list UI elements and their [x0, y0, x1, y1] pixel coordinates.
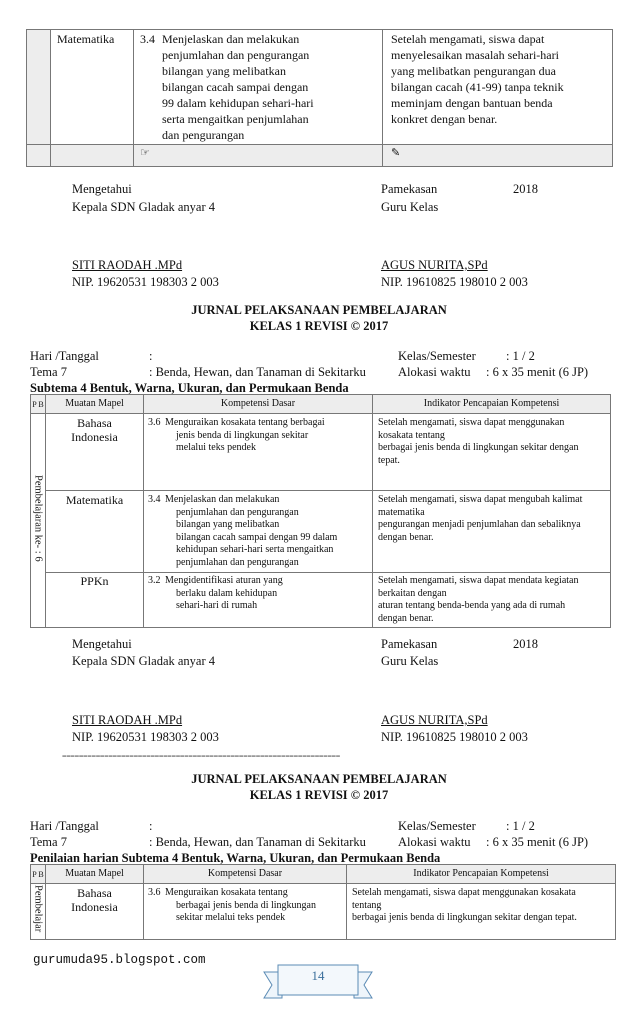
sig2-guru: Guru Kelas — [381, 654, 439, 668]
ind-ppkn: Setelah mengamati, siswa dapat mendata kegiatan berkaitan dengan aturan tentang benda-benda yang ada di rumah dengan benar. — [373, 573, 611, 628]
kd-bahasa: 3.6 Menguraikan kosakata tentang berbagai jenis benda di lingkungan sekitar melalui teks pendek — [144, 414, 373, 491]
journal2-hari-label: Hari /Tanggal — [30, 819, 99, 833]
sig2-right-name: AGUS NURITA,SPd — [381, 713, 488, 727]
sig2-left-nip: NIP. 19620531 198303 2 003 — [72, 730, 219, 744]
sig2-mengetahui: Mengetahui — [72, 637, 132, 651]
page-divider: ================================================================== — [62, 752, 340, 761]
journal2-table — [30, 864, 616, 940]
col-kd: Kompetensi Dasar — [144, 865, 347, 884]
pb-cell — [27, 30, 51, 145]
pembelajaran-vertical: Pembelajar — [31, 884, 46, 940]
sig1-place: Pamekasan — [381, 182, 438, 196]
journal1-alokasi-value: : 6 x 35 menit (6 JP) — [486, 365, 589, 379]
journal1-kelas-label: Kelas/Semester — [398, 349, 476, 363]
sig2-right-nip: NIP. 19610825 198010 2 003 — [381, 730, 528, 744]
journal2-subtema: Penilaian harian Subtema 4 Bentuk, Warna, Ukuran, dan Permukaan Benda — [30, 851, 441, 865]
indikator-cell: Setelah mengamati, siswa dapat menyelesaikan masalah sehari-hari yang melibatkan pengurangan dua bilangan cacah (41-99) tanpa teknik meminjam dengan bantuan benda konkret dengan benar. — [383, 30, 613, 145]
sig1-kepala: Kepala SDN Gladak anyar 4 — [72, 200, 216, 214]
journal1-kelas-value: : 1 / 2 — [506, 349, 535, 363]
pencil-icon: ✎ — [383, 145, 613, 167]
journal1-hari-value: : — [149, 349, 153, 363]
journal2-alokasi-value: : 6 x 35 menit (6 JP) — [486, 835, 589, 849]
top-table — [26, 29, 613, 167]
mapel-bahasa: Bahasa Indonesia — [46, 414, 144, 491]
pembelajaran-vertical: Pembelajaran ke- : 6 — [31, 414, 46, 628]
journal2-subtitle: KELAS 1 REVISI © 2017 — [249, 788, 389, 802]
kd-bahasa: 3.6 Menguraikan kosakata tentang berbagai jenis benda di lingkungan sekitar melalui teks pendek — [144, 884, 347, 940]
sig1-guru: Guru Kelas — [381, 200, 439, 214]
journal1-table — [30, 394, 611, 628]
journal1-subtema: Subtema 4 Bentuk, Warna, Ukuran, dan Permukaan Benda — [30, 381, 349, 395]
journal2-kelas-label: Kelas/Semester — [398, 819, 476, 833]
journal2-alokasi-label: Alokasi waktu — [398, 835, 471, 849]
col-pb: P B — [31, 395, 46, 414]
col-pb: P B — [31, 865, 46, 884]
col-mapel: Muatan Mapel — [46, 395, 144, 414]
sig1-left-name: SITI RAODAH .MPd — [72, 258, 183, 272]
journal1-tema-value: : Benda, Hewan, dan Tanaman di Sekitarku — [149, 365, 366, 379]
sig1-left-nip: NIP. 19620531 198303 2 003 — [72, 275, 219, 289]
footer-site: gurumuda95.blogspot.com — [33, 953, 206, 967]
col-indikator: Indikator Pencapaian Kompetensi — [373, 395, 611, 414]
kd-matematika: 3.4 Menjelaskan dan melakukan penjumlahan dan pengurangan bilangan yang melibatkan bilangan cacah sampai dengan 99 dalam kehidupan sehari-hari serta mengaitkan penjumlahan dan pengurangan — [144, 491, 373, 573]
mapel-bahasa: Bahasa Indonesia — [46, 884, 144, 940]
kd-ppkn: 3.2 Mengidentifikasi aturan yang berlaku dalam kehidupan sehari-hari di rumah — [144, 573, 373, 628]
journal2-hari-value: : — [149, 819, 153, 833]
sig1-mengetahui: Mengetahui — [72, 182, 132, 196]
sig2-kepala: Kepala SDN Gladak anyar 4 — [72, 654, 216, 668]
sig2-left-name: SITI RAODAH .MPd — [72, 713, 183, 727]
journal1-title: JURNAL PELAKSANAAN PEMBELAJARAN — [191, 303, 447, 317]
ind-matematika: Setelah mengamati, siswa dapat mengubah kalimat matematika pengurangan menjadi penjumlahan dan sebaliknya dengan benar. — [373, 491, 611, 573]
ind-bahasa: Setelah mengamati, siswa dapat menggunakan kosakata tentang berbagai jenis benda di lingkungan sekitar dengan tepat. — [373, 414, 611, 491]
col-kd: Kompetensi Dasar — [144, 395, 373, 414]
col-indikator: Indikator Pencapaian Kompetensi — [347, 865, 616, 884]
journal2-tema-label: Tema 7 — [30, 835, 67, 849]
sig1-right-nip: NIP. 19610825 198010 2 003 — [381, 275, 528, 289]
page-number: 14 — [311, 968, 325, 983]
kd-cell: 3.4 Menjelaskan dan melakukan penjumlahan dan pengurangan bilangan yang melibatkan bilangan cacah sampai dengan 99 dalam kehidupan sehari-hari serta mengaitkan penjumlahan dan pengurangan — [134, 30, 383, 145]
ind-bahasa: Setelah mengamati, siswa dapat menggunakan kosakata tentang berbagai jenis benda di lingkungan sekitar dengan tepat. — [347, 884, 616, 940]
pointing-hand-icon: ☞ — [134, 145, 383, 167]
journal2-kelas-value: : 1 / 2 — [506, 819, 535, 833]
sig1-year: 2018 — [513, 182, 538, 196]
mapel-ppkn: PPKn — [46, 573, 144, 628]
kd-text: Menjelaskan dan melakukan penjumlahan dan pengurangan bilangan yang melibatkan bilangan cacah sampai dengan 99 dalam kehidupan sehari-hari serta mengaitkan penjumlahan dan pengurangan — [162, 32, 314, 142]
sig1-right-name: AGUS NURITA,SPd — [381, 258, 488, 272]
subject-cell: Matematika — [51, 30, 134, 145]
col-mapel: Muatan Mapel — [46, 865, 144, 884]
journal1-subtitle: KELAS 1 REVISI © 2017 — [249, 319, 389, 333]
mapel-matematika: Matematika — [46, 491, 144, 573]
journal1-alokasi-label: Alokasi waktu — [398, 365, 471, 379]
journal1-tema-label: Tema 7 — [30, 365, 67, 379]
journal1-hari-label: Hari /Tanggal — [30, 349, 99, 363]
journal2-title: JURNAL PELAKSANAAN PEMBELAJARAN — [191, 772, 447, 786]
sig2-place: Pamekasan — [381, 637, 438, 651]
sig2-year: 2018 — [513, 637, 538, 651]
journal2-tema-value: : Benda, Hewan, dan Tanaman di Sekitarku — [149, 835, 366, 849]
